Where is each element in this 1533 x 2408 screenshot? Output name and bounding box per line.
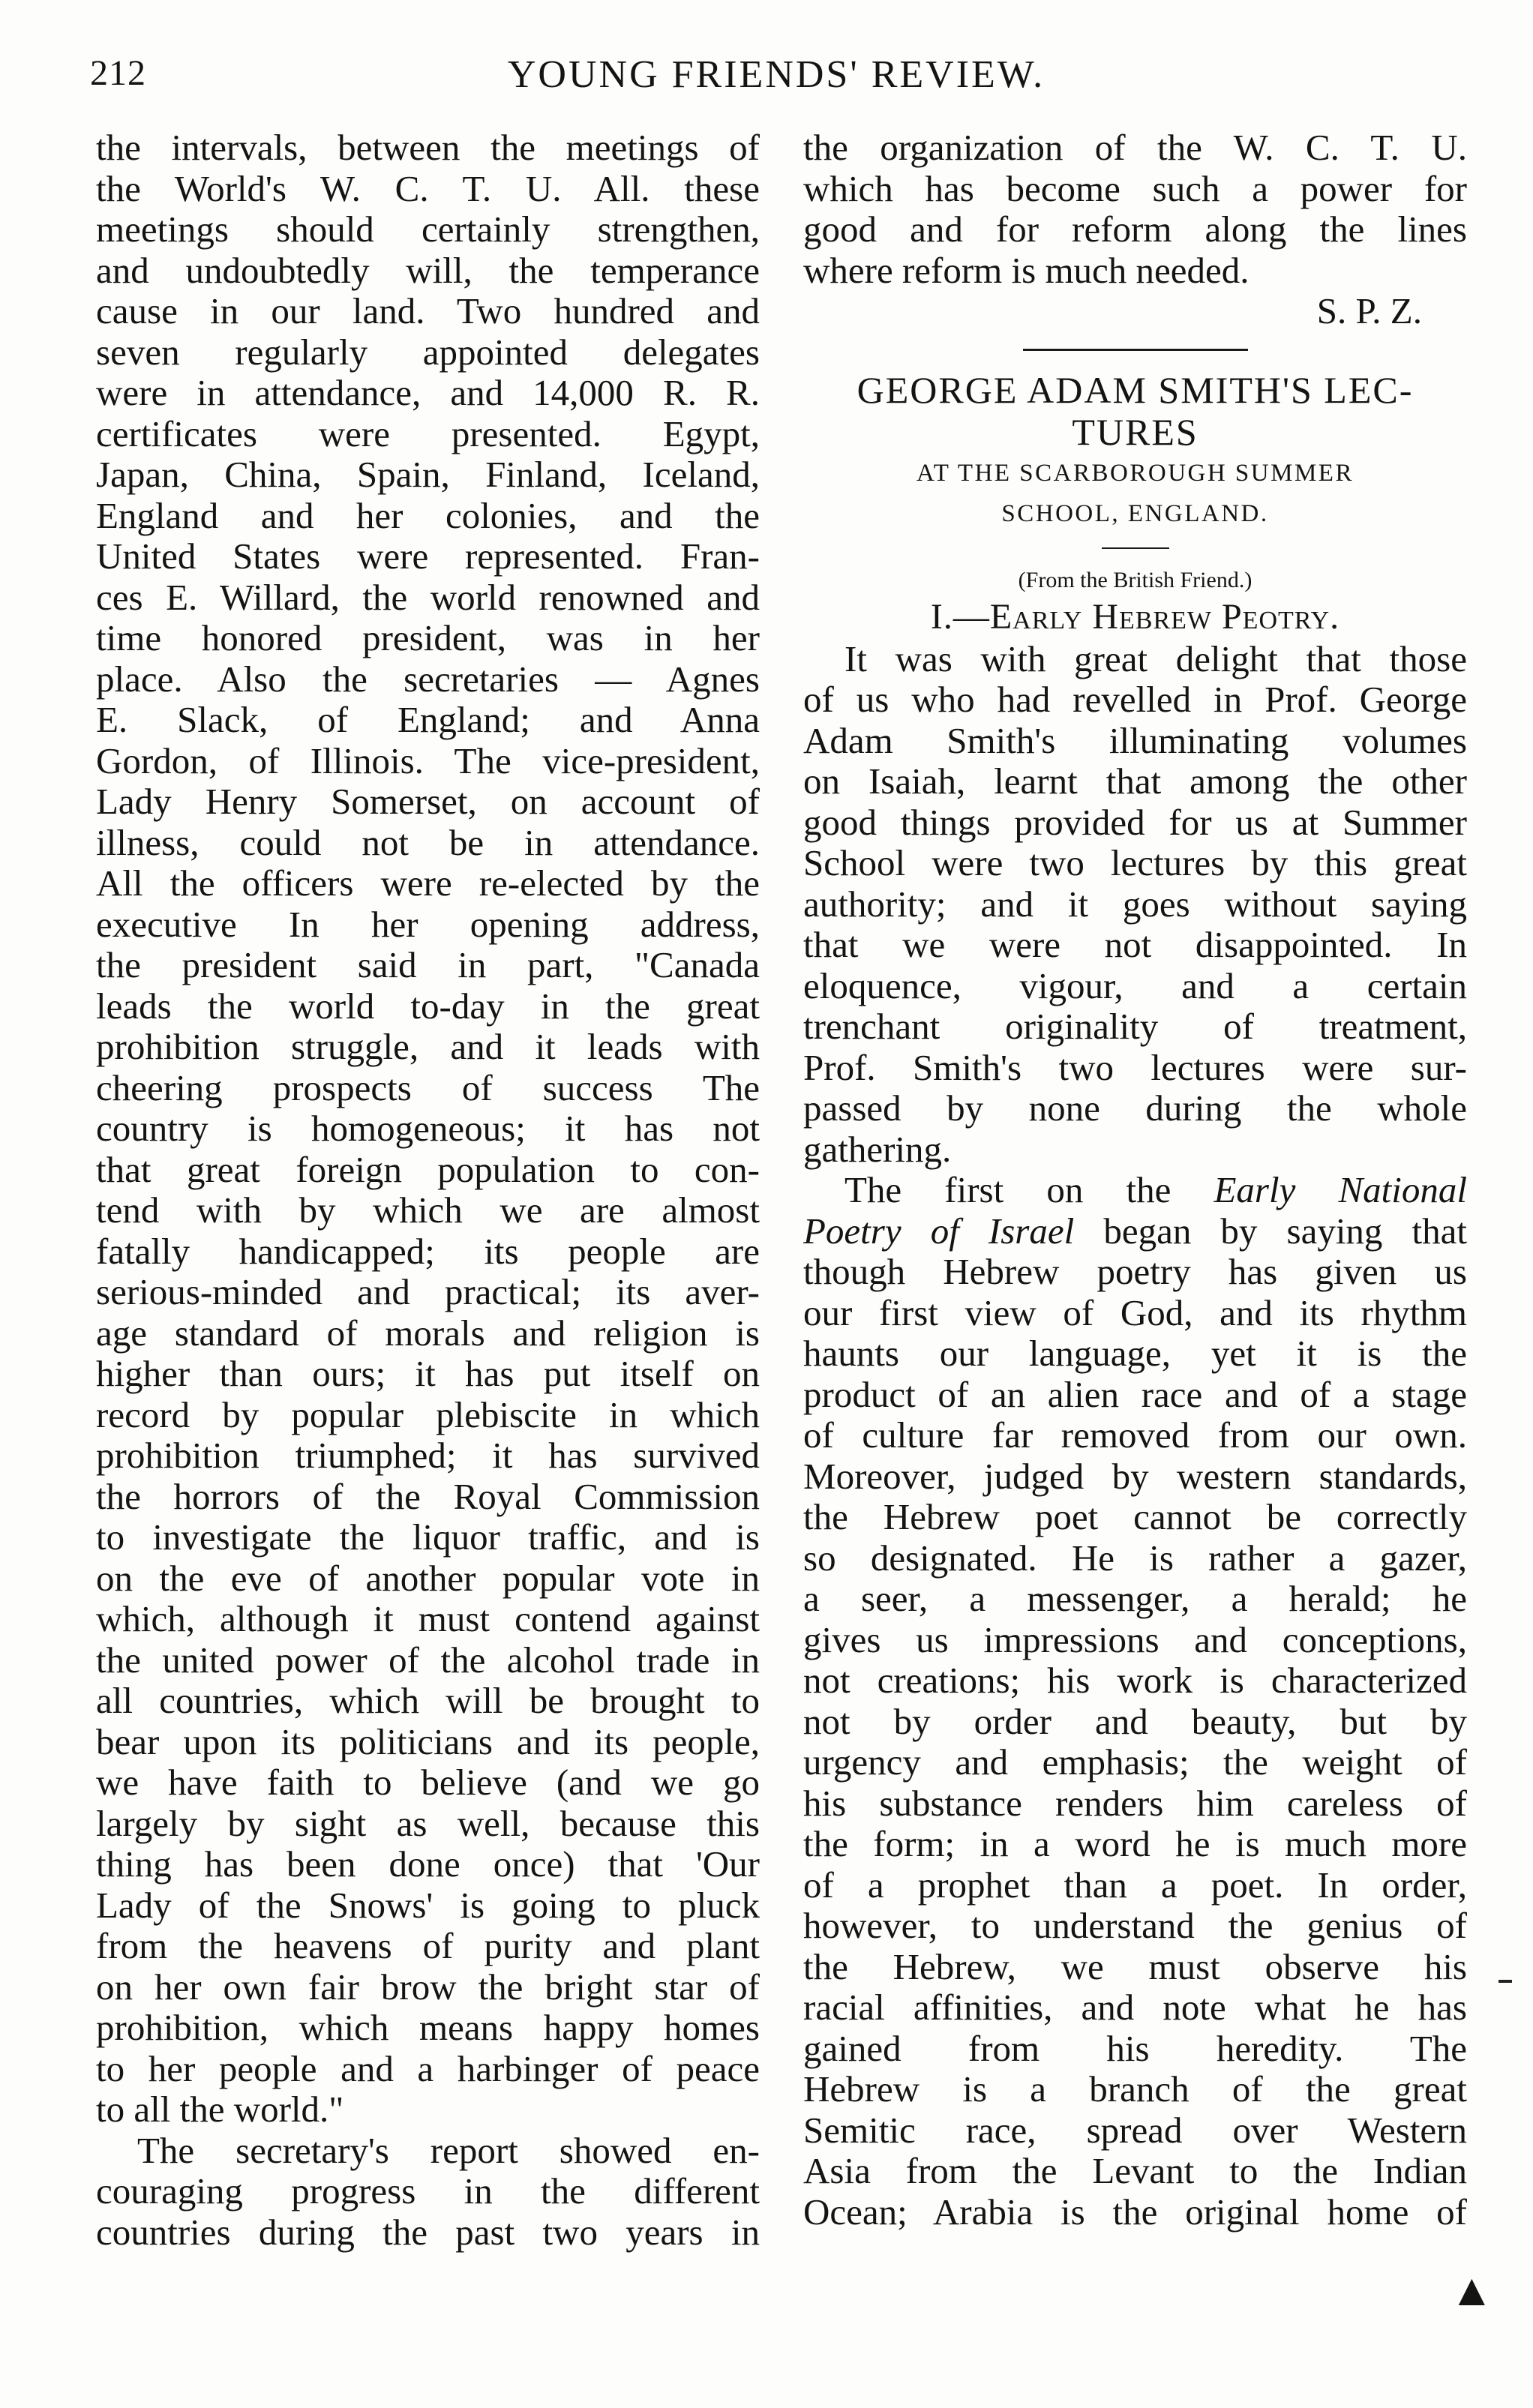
text-line: The secretary's report showed en-	[137, 2130, 760, 2171]
text-line	[803, 1211, 1467, 1252]
text-line: of us who had revelled in Prof. George	[803, 679, 1467, 720]
right-paragraph-3	[803, 1252, 1467, 2233]
text-fragment: began by saying that	[1074, 1210, 1467, 1252]
text-line: the Hebrew poet cannot be correctly	[803, 1497, 1467, 1537]
text-line: cause in our land. Two hundred and	[96, 291, 760, 331]
text-line: authority; and it goes without saying	[803, 883, 1467, 925]
text-line: racial affinities, and note what he has	[803, 1987, 1467, 2028]
text-line: School were two lectures by this great	[803, 843, 1467, 883]
margin-mark	[1498, 1980, 1512, 1983]
text-line: the president said in part, "Canada	[96, 945, 760, 985]
text-line: on her own fair brow the bright star of	[96, 1966, 760, 2008]
text-line: of culture far removed from our own.	[803, 1415, 1467, 1456]
text-line: bear upon its politicians and its people,	[96, 1721, 760, 1762]
text-line: his substance renders him careless of	[803, 1783, 1467, 1824]
page-corner-mark: ▲	[1449, 2266, 1494, 2315]
text-line: so designated. He is rather a gazer,	[803, 1537, 1467, 1579]
page-header	[90, 52, 1462, 105]
article-title-line: GEORGE ADAM SMITH'S LEC-	[856, 368, 1414, 411]
running-head: YOUNG FRIENDS' REVIEW.	[507, 53, 1046, 96]
text-line: and undoubtedly will, the temperance	[96, 250, 760, 291]
text-line: good things provided for us at Summer	[803, 802, 1467, 843]
text-line: were in attendance, and 14,000 R. R.	[96, 373, 760, 413]
text-line: Japan, China, Spain, Finland, Iceland,	[96, 454, 760, 495]
text-line: the intervals, between the meetings of	[96, 127, 760, 168]
text-line: that we were not disappointed. In	[803, 925, 1467, 965]
text-line: Adam Smith's illuminating volumes	[803, 720, 1467, 761]
text-line: however, to understand the genius of	[803, 1906, 1467, 1946]
text-line: gained from his heredity. The	[803, 2028, 1467, 2069]
right-paragraph-1	[803, 127, 1467, 291]
source-credit: (From the British Friend.)	[1018, 567, 1252, 592]
text-line: of a prophet than a poet. In order,	[803, 1864, 1467, 1906]
text-line: executive In her opening address,	[96, 904, 760, 945]
text-line: the united power of the alcohol trade in	[96, 1639, 760, 1681]
text-line: illness, could not be in attendance.	[96, 822, 760, 863]
page-number: 212	[90, 53, 146, 93]
text-line: Moreover, judged by western standards,	[803, 1456, 1467, 1497]
text-line: record by popular plebiscite in which	[96, 1394, 760, 1435]
text-line: our first view of God, and its rhythm	[803, 1292, 1467, 1333]
text-line: on the eve of another popular vote in	[96, 1558, 760, 1599]
article-title-line: TURES	[1072, 410, 1198, 453]
italic-title: Early National	[1214, 1170, 1467, 1210]
text-line: the World's W. C. T. U. All. these	[96, 168, 760, 209]
article-subtitle-line: SCHOOL, ENGLAND.	[1001, 499, 1269, 527]
text-line: haunts our language, yet it is the	[803, 1333, 1467, 1374]
text-line: all countries, which will be brought to	[96, 1681, 760, 1721]
text-line: prohibition struggle, and it leads with	[96, 1027, 760, 1067]
short-divider	[1102, 547, 1169, 549]
text-fragment: The first on the	[844, 1170, 1214, 1210]
text-line: seven regularly appointed delegates	[96, 331, 760, 373]
text-line: not by order and beauty, but by	[803, 1701, 1467, 1742]
right-paragraph-2	[803, 639, 1467, 1171]
text-line: time honored president, was in her	[96, 618, 760, 658]
text-line: Prof. Smith's two lectures were sur-	[803, 1047, 1467, 1088]
text-line: product of an alien race and of a stage	[803, 1374, 1467, 1415]
left-paragraph-2	[96, 2131, 760, 2254]
text-line: where reform is much needed.	[803, 249, 1250, 291]
text-line: Gordon, of Illinois. The vice-president,	[96, 740, 760, 781]
text-line: not creations; his work is characterized	[803, 1660, 1467, 1701]
text-line: gives us impressions and conceptions,	[803, 1619, 1467, 1660]
text-line: Ocean; Arabia is the original home of	[803, 2191, 1467, 2233]
text-line: largely by sight as well, because this	[96, 1803, 760, 1844]
text-line: Semitic race, spread over Western	[803, 2110, 1467, 2151]
text-line: England and her colonies, and the	[96, 495, 760, 536]
text-line: the form; in a word he is much more	[803, 1824, 1467, 1864]
text-line: leads the world to-day in the great	[96, 985, 760, 1027]
text-line: eloquence, vigour, and a certain	[803, 965, 1467, 1006]
text-line: to her people and a harbinger of peace	[96, 2048, 760, 2089]
text-line: trenchant originality of treatment,	[803, 1006, 1467, 1047]
text-line: though Hebrew poetry has given us	[803, 1252, 1467, 1292]
article-title	[803, 369, 1467, 453]
text-line: Lady Henry Somerset, on account of	[96, 781, 760, 822]
text-line: good and for reform along the lines	[803, 209, 1467, 250]
text-line: cheering prospects of success The	[96, 1067, 760, 1108]
article-subtitle-line: AT THE SCARBOROUGH SUMMER	[916, 459, 1354, 487]
text-line: Asia from the Levant to the Indian	[803, 2151, 1467, 2191]
text-line: which, although it must contend against	[96, 1599, 760, 1639]
text-line: All the officers were re-elected by the	[96, 863, 760, 904]
text-line: United States were represented. Fran-	[96, 536, 760, 577]
text-line	[803, 1170, 1467, 1211]
text-line: country is homogeneous; it has not	[96, 1108, 760, 1149]
text-line: It was with great delight that those	[844, 638, 1467, 679]
left-paragraph-1	[96, 127, 760, 2131]
text-line: certificates were presented. Egypt,	[96, 413, 760, 454]
text-line: age standard of morals and religion is	[96, 1312, 760, 1354]
text-line: higher than ours; it has put itself on	[96, 1354, 760, 1394]
text-line: thing has been done once) that 'Our	[96, 1844, 760, 1885]
text-line: ces E. Willard, the world renowned and	[96, 577, 760, 618]
left-column	[96, 127, 760, 2253]
text-line: couraging progress in the different	[96, 2171, 760, 2212]
text-line: the organization of the W. C. T. U.	[803, 127, 1467, 168]
text-line: urgency and emphasis; the weight of	[803, 1742, 1467, 1783]
text-line: meetings should certainly strengthen,	[96, 209, 760, 250]
text-line: from the heavens of purity and plant	[96, 1926, 760, 1966]
text-line: the horrors of the Royal Commission	[96, 1476, 760, 1517]
text-line: the Hebrew, we must observe his	[803, 1946, 1467, 1987]
text-line: Lady of the Snows' is going to pluck	[96, 1885, 760, 1926]
text-line: serious-minded and practical; its aver-	[96, 1272, 760, 1312]
text-line: that great foreign population to con-	[96, 1149, 760, 1190]
text-line: to all the world."	[96, 2089, 344, 2130]
text-line: place. Also the secretaries — Agnes	[96, 658, 760, 700]
text-line: gathering.	[803, 1128, 952, 1170]
text-line: passed by none during the whole	[803, 1088, 1467, 1129]
section-heading: I.—Early Hebrew Peotry.	[930, 596, 1340, 637]
text-line: a seer, a messenger, a herald; he	[803, 1579, 1467, 1619]
text-line: tend with by which we are almost	[96, 1190, 760, 1231]
text-line: prohibition triumphed; it has survived	[96, 1435, 760, 1476]
right-column	[803, 127, 1467, 2233]
signature: S. P. Z.	[1316, 290, 1422, 331]
text-line: we have faith to believe (and we go	[96, 1762, 760, 1803]
text-line: to investigate the liquor traffic, and is	[96, 1517, 760, 1558]
text-line: countries during the past two years in	[96, 2212, 760, 2253]
italic-title: Poetry of Israel	[803, 1210, 1075, 1252]
text-line: fatally handicapped; its people are	[96, 1231, 760, 1272]
divider-rule	[1023, 349, 1248, 351]
article-subtitle	[803, 453, 1467, 534]
text-line: E. Slack, of England; and Anna	[96, 700, 760, 740]
text-line: which has become such a power for	[803, 168, 1467, 209]
text-line: on Isaiah, learnt that among the other	[803, 761, 1467, 802]
text-line: prohibition, which means happy homes	[96, 2008, 760, 2048]
text-line: Hebrew is a branch of the great	[803, 2069, 1467, 2110]
